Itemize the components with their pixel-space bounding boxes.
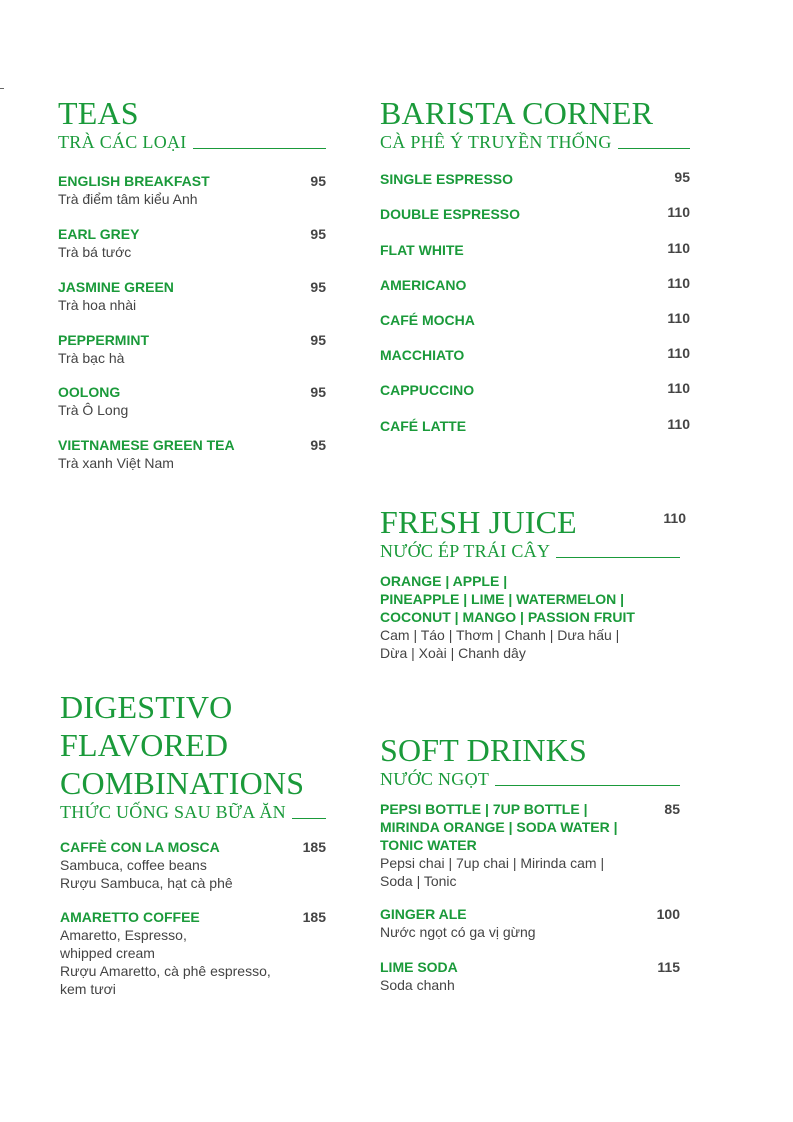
digestivo-title-line: FLAVORED [60, 727, 229, 763]
item-name: LIME SODA [380, 959, 458, 975]
item-name: OOLONG [58, 384, 121, 400]
item-name: CAFÉ LATTE [380, 418, 467, 434]
juice-price: 110 [663, 510, 686, 526]
item-price: 95 [310, 173, 326, 189]
item-desc: Pepsi chai | 7up chai | Mirinda cam | [380, 855, 605, 871]
juice-section [380, 503, 690, 663]
digestivo-subtitle-row [60, 802, 326, 822]
item-name: PEPSI BOTTLE | 7UP BOTTLE | [380, 801, 588, 817]
teas-section [58, 94, 326, 484]
juice-subtitle: NƯỚC ÉP TRÁI CÂY [380, 541, 551, 561]
juice-title: FRESH JUICE [380, 504, 577, 540]
menu-item [380, 205, 690, 223]
menu-item [60, 838, 326, 892]
menu-item [58, 225, 326, 261]
menu-item [380, 346, 690, 364]
item-desc: kem tươi [60, 981, 116, 997]
item-desc: Amaretto, Espresso, [60, 927, 187, 943]
item-desc: Trà Ô Long [58, 402, 129, 418]
soft-drinks-section [380, 731, 690, 1001]
juice-list [380, 572, 690, 662]
menu-item [380, 800, 690, 890]
digestivo-title-line: DIGESTIVO [60, 689, 233, 725]
menu-item [380, 276, 690, 294]
item-desc: Trà điểm tâm kiểu Anh [58, 191, 198, 207]
item-price: 100 [656, 906, 680, 922]
menu-item [58, 383, 326, 419]
item-name: CAPPUCCINO [380, 382, 475, 398]
item-desc: Trà xanh Việt Nam [58, 455, 174, 471]
item-desc: Trà bạc hà [58, 350, 125, 366]
juice-names-line: COCONUT | MANGO | PASSION FRUIT [380, 609, 635, 625]
item-desc: Soda | Tonic [380, 873, 457, 889]
menu-item [380, 241, 690, 259]
item-name: SINGLE ESPRESSO [380, 171, 514, 187]
menu-item [58, 278, 326, 314]
barista-subtitle: CÀ PHÊ Ý TRUYỀN THỐNG [380, 132, 612, 152]
item-price: 95 [310, 437, 326, 453]
subtitle-rule [618, 148, 690, 149]
subtitle-rule [495, 785, 680, 786]
item-name: EARL GREY [58, 226, 140, 242]
item-price: 185 [302, 839, 326, 855]
menu-item [380, 417, 690, 435]
item-price: 95 [310, 279, 326, 295]
soft-drinks-title: SOFT DRINKS [380, 732, 587, 768]
barista-title: BARISTA CORNER [380, 95, 654, 131]
item-price: 110 [667, 275, 690, 291]
teas-title: TEAS [58, 95, 139, 131]
digestivo-section [60, 688, 326, 1008]
menu-item [58, 172, 326, 208]
item-desc: whipped cream [60, 945, 155, 961]
menu-item [58, 331, 326, 367]
item-price: 110 [667, 380, 690, 396]
subtitle-rule [292, 818, 326, 819]
item-desc: Nước ngọt có ga vị gừng [380, 924, 536, 940]
item-name: DOUBLE ESPRESSO [380, 206, 521, 222]
item-name: TONIC WATER [380, 837, 477, 853]
subtitle-rule [556, 557, 680, 558]
item-price: 95 [674, 169, 690, 185]
juice-desc-line: Dừa | Xoài | Chanh dây [380, 645, 526, 661]
item-name: FLAT WHITE [380, 242, 464, 258]
item-name: GINGER ALE [380, 906, 467, 922]
item-price: 110 [667, 204, 690, 220]
item-name: MIRINDA ORANGE | SODA WATER | [380, 819, 618, 835]
menu-item [380, 905, 690, 941]
item-name: CAFFÈ CON LA MOSCA [60, 839, 220, 855]
teas-subtitle-row [58, 132, 326, 152]
juice-names-line: ORANGE | APPLE | [380, 573, 508, 589]
juice-desc-line: Cam | Táo | Thơm | Chanh | Dưa hấu | [380, 627, 620, 643]
item-name: MACCHIATO [380, 347, 465, 363]
menu-item [58, 436, 326, 472]
page-edge-mark [0, 88, 4, 89]
digestivo-subtitle: THỨC UỐNG SAU BỮA ĂN [60, 802, 286, 822]
item-price: 110 [667, 345, 690, 361]
item-price: 85 [664, 801, 680, 817]
item-name: PEPPERMINT [58, 332, 150, 348]
item-price: 110 [667, 240, 690, 256]
item-name: CAFÉ MOCHA [380, 312, 475, 328]
item-price: 110 [667, 416, 690, 432]
digestivo-title-line: COMBINATIONS [60, 765, 305, 801]
juice-names-line: PINEAPPLE | LIME | WATERMELON | [380, 591, 625, 607]
menu-item [380, 170, 690, 188]
menu-item [60, 908, 326, 998]
item-name: ENGLISH BREAKFAST [58, 173, 210, 189]
item-price: 115 [657, 959, 680, 975]
subtitle-rule [193, 148, 326, 149]
item-name: AMARETTO COFFEE [60, 909, 200, 925]
menu-item [380, 958, 690, 994]
juice-subtitle-row [380, 541, 680, 561]
item-price: 95 [310, 332, 326, 348]
menu-item [380, 381, 690, 399]
menu-item [380, 311, 690, 329]
soft-drinks-subtitle: NƯỚC NGỌT [380, 769, 490, 789]
item-desc: Trà bá tước [58, 244, 132, 260]
item-price: 185 [302, 909, 326, 925]
item-name: VIETNAMESE GREEN TEA [58, 437, 235, 453]
soft-drinks-subtitle-row [380, 769, 680, 789]
item-desc: Sambuca, coffee beans [60, 857, 207, 873]
item-price: 95 [310, 226, 326, 242]
item-desc: Soda chanh [380, 977, 455, 993]
teas-subtitle: TRÀ CÁC LOẠI [58, 132, 187, 152]
barista-section [380, 94, 690, 444]
item-price: 95 [310, 384, 326, 400]
item-desc: Rượu Sambuca, hạt cà phê [60, 875, 233, 891]
item-desc: Rượu Amaretto, cà phê espresso, [60, 963, 271, 979]
item-desc: Trà hoa nhài [58, 297, 137, 313]
item-price: 110 [667, 310, 690, 326]
item-name: JASMINE GREEN [58, 279, 174, 295]
barista-subtitle-row [380, 132, 690, 152]
item-name: AMERICANO [380, 277, 467, 293]
